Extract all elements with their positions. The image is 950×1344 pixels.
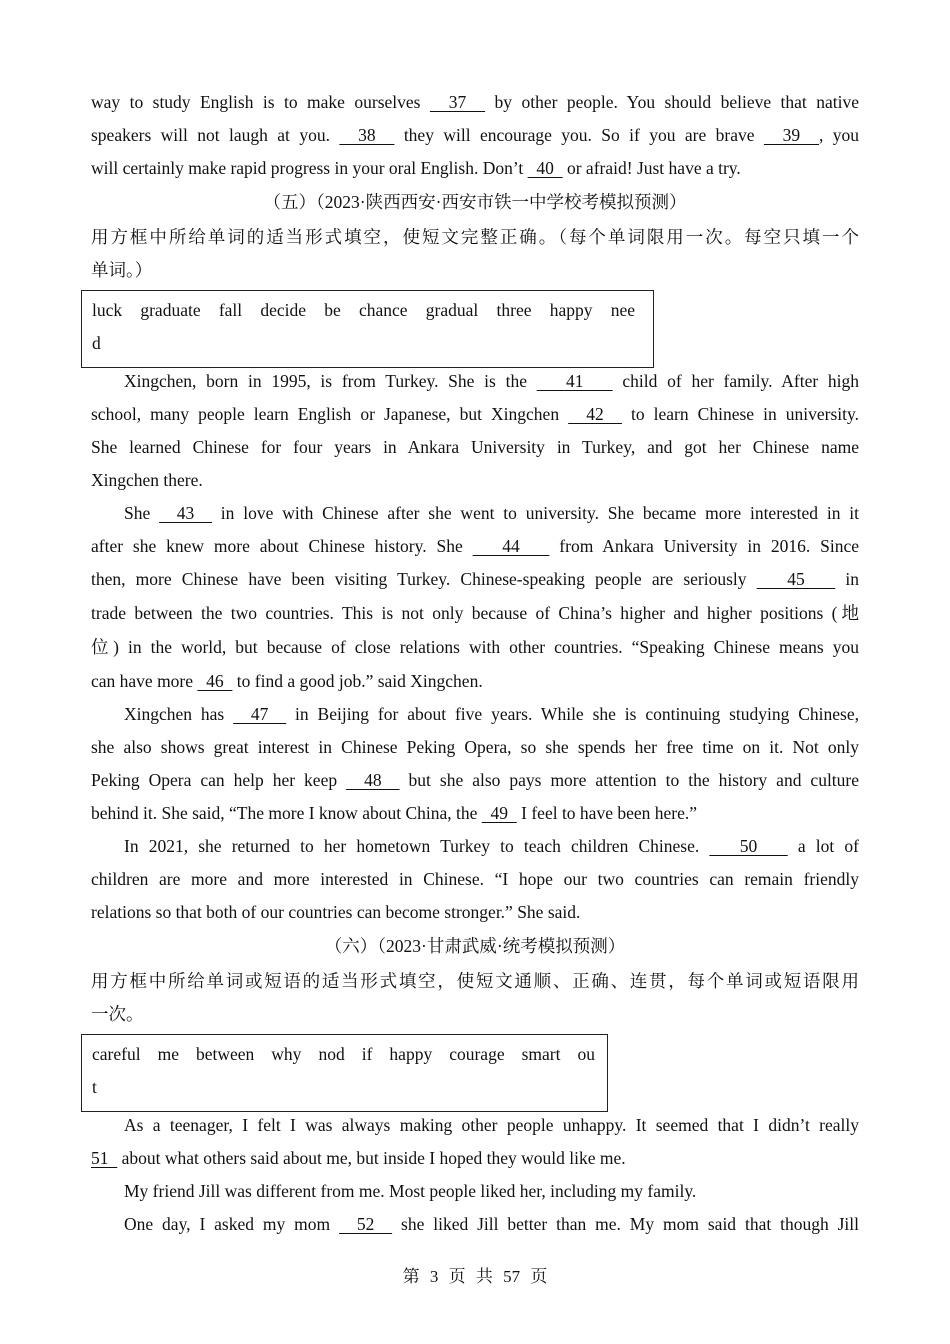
- answer-blank-37[interactable]: 37: [429, 92, 486, 112]
- text-line: behind it. She said, “The more I know about China, the 49 I feel to have been here.”: [91, 803, 698, 823]
- word-bank-row: d: [92, 333, 101, 353]
- text-line: can have more 46 to find a good job.” said Xingchen.: [91, 671, 483, 691]
- section-instruction: 用方框中所给单词的适当形式填空，使短文完整正确。（每个单词限用一次。每空只填一个: [91, 227, 859, 247]
- text-line: Xingchen has 47 in Beijing for about five years. While she is continuing studying Chinese,: [124, 704, 859, 724]
- answer-blank-50[interactable]: 50: [709, 836, 788, 856]
- text-line: Peking Opera can help her keep 48 but she also pays more attention to the history and culture: [91, 770, 860, 790]
- text-line: 位) in the world, but because of close relations with other countries. “Speaking Chinese means you: [91, 637, 859, 657]
- text-line: One day, I asked my mom 52 she liked Jill better than me. My mom said that though Jill: [124, 1214, 859, 1234]
- answer-blank-42[interactable]: 42: [568, 404, 622, 424]
- answer-blank-51[interactable]: 51: [91, 1148, 118, 1168]
- text-line: children are more and more interested in Chinese. “I hope our two countries can remain friendly: [91, 869, 859, 889]
- text-line: Xingchen, born in 1995, is from Turkey. She is the 41 child of her family. After high: [124, 371, 860, 391]
- text-line: speakers will not laugh at you. 38 they will encourage you. So if you are brave 39 , you: [91, 125, 859, 145]
- text-line: 51 about what others said about me, but inside I hoped they would like me.: [91, 1148, 626, 1168]
- answer-blank-52[interactable]: 52: [339, 1214, 393, 1234]
- answer-blank-44[interactable]: 44: [472, 536, 550, 556]
- text-line: She 43 in love with Chinese after she went to university. She became more interested in it: [124, 503, 860, 523]
- word-bank-box: [81, 290, 654, 368]
- answer-blank-46[interactable]: 46: [197, 671, 233, 691]
- answer-blank-48[interactable]: 48: [346, 770, 400, 790]
- answer-blank-43[interactable]: 43: [159, 503, 212, 523]
- section-instruction: 用方框中所给单词或短语的适当形式填空，使短文通顺、正确、连贯，每个单词或短语限用: [91, 971, 859, 991]
- answer-blank-39[interactable]: 39: [763, 125, 819, 145]
- section-heading-6: （六）（2023·甘肃武威·统考模拟预测）: [324, 936, 626, 956]
- text-line: will certainly make rapid progress in your oral English. Don’t 40 or afraid! Just have a try.: [91, 158, 741, 178]
- text-line: Xingchen there.: [91, 470, 203, 490]
- text-line: school, many people learn English or Japanese, but Xingchen 42 to learn Chinese in university.: [91, 404, 860, 424]
- text-line: She learned Chinese for four years in Ankara University in Turkey, and got her Chinese name: [91, 437, 859, 457]
- text-line: she also shows great interest in Chinese Peking Opera, so she spends her free time on it. Not only: [91, 737, 859, 757]
- answer-blank-47[interactable]: 47: [233, 704, 287, 724]
- section-heading-5: （五）（2023·陕西西安·西安市铁一中学校考模拟预测）: [263, 192, 687, 212]
- word-bank-row: careful me between why nod if happy courage smart ou: [92, 1044, 595, 1064]
- word-bank-box: [81, 1034, 608, 1112]
- text-line: then, more Chinese have been visiting Turkey. Chinese-speaking people are seriously 45 in: [91, 569, 859, 589]
- answer-blank-49[interactable]: 49: [481, 803, 517, 823]
- text-line: My friend Jill was different from me. Most people liked her, including my family.: [124, 1181, 697, 1201]
- text-line: way to study English is to make ourselves 37 by other people. You should believe that native: [91, 92, 859, 112]
- text-line: In 2021, she returned to her hometown Turkey to teach children Chinese. 50 a lot of: [124, 836, 860, 856]
- text-line: trade between the two countries. This is not only because of China’s higher and higher positions (地: [91, 603, 859, 623]
- text-line: As a teenager, I felt I was always making other people unhappy. It seemed that I didn’t really: [124, 1115, 859, 1135]
- text-line: relations so that both of our countries can become stronger.” She said.: [91, 902, 581, 922]
- answer-blank-45[interactable]: 45: [756, 569, 836, 589]
- page-footer: 第 3 页 共 57 页: [402, 1267, 548, 1286]
- word-bank-row: luck graduate fall decide be chance gradual three happy nee: [92, 300, 635, 320]
- answer-blank-38[interactable]: 38: [339, 125, 395, 145]
- text-line: after she knew more about Chinese history. She 44 from Ankara University in 2016. Since: [91, 536, 859, 556]
- answer-blank-40[interactable]: 40: [527, 158, 563, 178]
- section-instruction: 单词。）: [91, 260, 153, 280]
- answer-blank-41[interactable]: 41: [536, 371, 613, 391]
- section-instruction: 一次。: [91, 1004, 144, 1024]
- word-bank-row: t: [92, 1077, 97, 1097]
